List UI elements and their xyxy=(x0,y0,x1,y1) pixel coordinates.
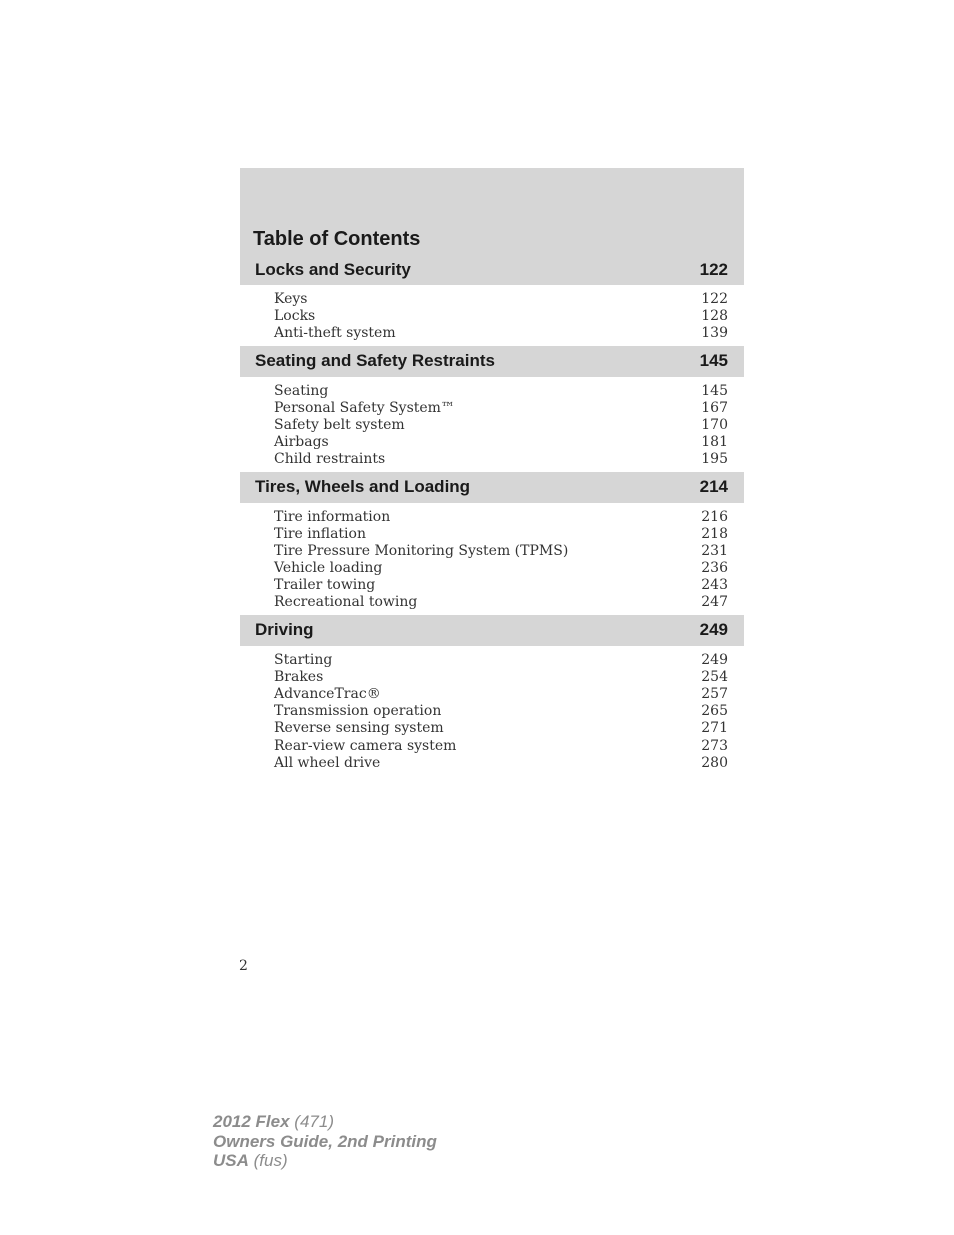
toc-item-label: AdvanceTrac® xyxy=(274,686,381,702)
toc-item[interactable] xyxy=(240,434,744,451)
toc-item-label: Seating xyxy=(274,382,329,399)
toc-item-page: 181 xyxy=(701,434,728,451)
toc-item-label: Starting xyxy=(274,651,333,668)
section-title: Seating and Safety Restraints xyxy=(255,351,495,371)
section-title: Locks and Security xyxy=(255,259,411,279)
section-title: Driving xyxy=(255,620,314,640)
toc-item-page: 145 xyxy=(701,382,728,399)
toc-item[interactable] xyxy=(240,720,744,737)
toc-item-list xyxy=(240,503,744,615)
toc-item-label: Airbags xyxy=(274,434,329,451)
toc-item[interactable] xyxy=(240,703,744,720)
toc-section-header[interactable] xyxy=(240,472,744,503)
toc-item-label: Safety belt system xyxy=(274,416,405,433)
toc-header xyxy=(240,168,744,254)
section-title: Tires, Wheels and Loading xyxy=(255,477,471,496)
toc-item[interactable] xyxy=(240,560,744,577)
toc-section-header[interactable] xyxy=(240,615,744,646)
toc-item-page: 139 xyxy=(701,325,728,342)
toc-item-list xyxy=(240,285,744,346)
footer-line-1: 2012 Flex (471) xyxy=(213,1112,334,1131)
toc-item-list xyxy=(240,646,744,775)
toc-item-page: 216 xyxy=(701,508,728,525)
toc-item[interactable] xyxy=(240,686,744,703)
toc-item-label: Child restraints xyxy=(274,451,386,468)
toc-item-label: Vehicle loading xyxy=(274,560,383,577)
toc-item[interactable] xyxy=(240,308,744,325)
section-page: 249 xyxy=(699,620,728,640)
toc-sections xyxy=(240,254,744,775)
toc-item-label: Trailer towing xyxy=(274,577,376,594)
footer-line-2: Owners Guide, 2nd Printing xyxy=(213,1131,437,1151)
toc-item-page: 170 xyxy=(701,416,728,433)
toc-item[interactable] xyxy=(240,738,744,755)
toc-item[interactable] xyxy=(240,526,744,543)
toc-item-list xyxy=(240,377,744,472)
toc-item-page: 231 xyxy=(701,542,728,559)
toc-title: Table of Contents xyxy=(253,228,421,250)
section-page: 145 xyxy=(699,351,728,371)
toc-item-label: Locks xyxy=(274,308,316,325)
section-page: 214 xyxy=(699,477,728,496)
table-of-contents xyxy=(240,168,744,775)
toc-item[interactable] xyxy=(240,669,744,686)
toc-item-page: 265 xyxy=(701,703,728,720)
toc-item-page: 280 xyxy=(701,754,728,771)
toc-item-label: Brakes xyxy=(274,668,324,685)
toc-item[interactable] xyxy=(240,652,744,669)
toc-item[interactable] xyxy=(240,509,744,526)
toc-item-page: 271 xyxy=(701,720,728,737)
toc-item-label: Reverse sensing system xyxy=(274,720,444,737)
toc-item-label: Rear-view camera system xyxy=(274,737,457,754)
toc-item-label: Tire information xyxy=(274,508,391,525)
toc-item-label: All wheel drive xyxy=(274,754,381,771)
toc-item-label: Recreational towing xyxy=(274,594,418,611)
toc-section-header[interactable] xyxy=(240,254,744,285)
section-page: 122 xyxy=(699,259,728,279)
toc-section-header[interactable] xyxy=(240,346,744,377)
toc-item-page: 122 xyxy=(701,291,728,307)
toc-item-label: Transmission operation xyxy=(274,703,442,720)
toc-item[interactable] xyxy=(240,543,744,560)
toc-item[interactable] xyxy=(240,451,744,468)
toc-item[interactable] xyxy=(240,325,744,342)
toc-item-page: 236 xyxy=(701,560,728,577)
toc-item-page: 247 xyxy=(701,594,728,611)
toc-item-page: 243 xyxy=(701,577,728,594)
toc-item[interactable] xyxy=(240,400,744,417)
toc-item-page: 195 xyxy=(701,451,728,468)
toc-item-page: 257 xyxy=(701,686,728,702)
toc-item-page: 167 xyxy=(701,399,728,416)
toc-item[interactable] xyxy=(240,291,744,308)
footer-line-3: USA (fus) xyxy=(213,1151,288,1170)
toc-item-page: 249 xyxy=(701,651,728,668)
toc-item-page: 273 xyxy=(701,737,728,754)
toc-item-label: Tire Pressure Monitoring System (TPMS) xyxy=(274,542,569,559)
toc-item-page: 254 xyxy=(701,668,728,685)
toc-item[interactable] xyxy=(240,594,744,611)
toc-item-label: Keys xyxy=(274,291,308,307)
toc-item[interactable] xyxy=(240,417,744,434)
toc-item-label: Personal Safety System™ xyxy=(274,399,455,416)
toc-item[interactable] xyxy=(240,383,744,400)
page-number: 2 xyxy=(239,958,248,974)
toc-item-page: 218 xyxy=(701,525,728,542)
toc-item-label: Anti-theft system xyxy=(274,325,396,342)
footer xyxy=(213,1112,437,1171)
toc-item[interactable] xyxy=(240,577,744,594)
toc-item-page: 128 xyxy=(701,308,728,325)
toc-item-label: Tire inflation xyxy=(274,525,366,542)
toc-item[interactable] xyxy=(240,755,744,772)
